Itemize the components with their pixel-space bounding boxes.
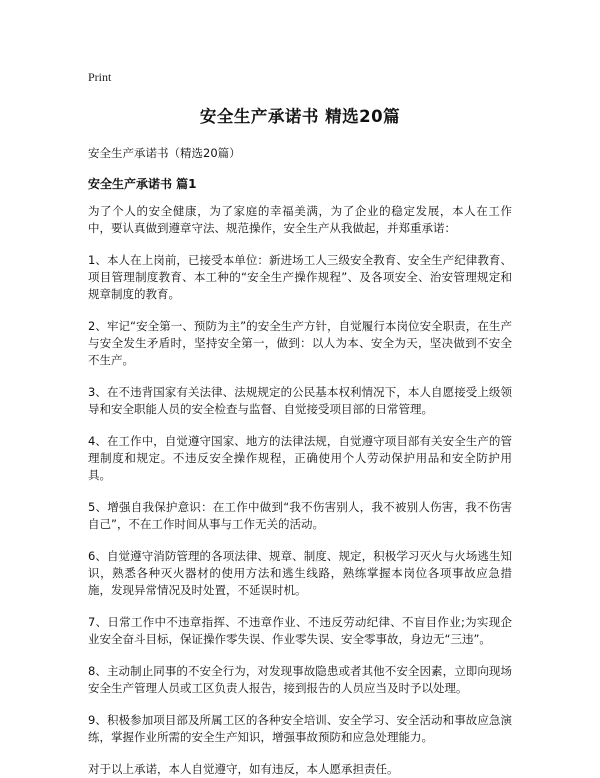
closing-paragraph: 对于以上承诺，本人自觉遵守，如有违反，本人愿承担责任。: [88, 762, 399, 776]
paragraph-item-5: 5、增强自我保护意识：在工作中做到“我不伤害别人，我不被别人伤害，我不伤害自己”，不在工作时间从事与工作无关的活动。: [88, 500, 512, 531]
page-title: 安全生产承诺书 精选20篇: [199, 107, 401, 126]
intro-paragraph: 为了个人的安全健康，为了家庭的幸福美满，为了企业的稳定发展，本人在工作中，要认真做到遵章守法、规范操作，安全生产从我做起，并郑重承诺：: [88, 204, 512, 235]
paragraph-item-1: 1、本人在上岗前，已接受本单位：新进场工人三级安全教育、安全生产纪律教育、项目管理制度教育、本工种的“安全生产操作规程”、及各项安全、治安管理规定和规章制度的教育。: [88, 253, 512, 301]
document-subtitle: 安全生产承诺书（精选20篇）: [88, 146, 241, 160]
document-body: [88, 203, 512, 778]
paragraph-item-3: 3、在不违背国家有关法律、法规规定的公民基本权利情况下，本人自愿接受上级领导和安全职能人员的安全检查与监督、自觉接受项目部的日常管理。: [88, 385, 512, 416]
paragraph-item-4: 4、在工作中，自觉遵守国家、地方的法律法规，自觉遵守项目部有关安全生产的管理制度和规定。不违反安全操作规程，正确使用个人劳动保护用品和安全防护用具。: [88, 434, 512, 482]
section-heading: 安全生产承诺书 篇1: [88, 177, 197, 191]
paragraph-item-9: 9、积极参加项目部及所属工区的各种安全培训、安全学习、安全活动和事故应急演练，掌握作业所需的安全生产知识，增强事故预防和应急处理能力。: [88, 713, 512, 744]
paragraph-item-6: 6、自觉遵守消防管理的各项法律、规章、制度、规定，积极学习灭火与火场逃生知识，熟悉各种灭火器材的使用方法和逃生线路，熟练掌握本岗位各项事故应急措施，发现异常情况及时处置，不延误时机。: [88, 549, 512, 597]
paragraph-item-8: 8、主动制止同事的不安全行为，对发现事故隐患或者其他不安全因素，立即向现场安全生产管理人员或工区负责人报告，接到报告的人员应当及时予以处理。: [88, 664, 512, 695]
print-link[interactable]: Print: [88, 70, 112, 84]
paragraph-item-2: 2、牢记“安全第一、预防为主”的安全生产方针，自觉履行本岗位安全职责，在生产与安全发生矛盾时，坚持安全第一，做到：以人为本、安全为天，坚决做到不安全不生产。: [88, 319, 512, 367]
paragraph-item-7: 7、日常工作中不违章指挥、不违章作业、不违反劳动纪律、不盲目作业;为实现企业安全奋斗目标，保证操作零失误、作业零失误、安全零事故，身边无“三违”。: [88, 615, 512, 646]
